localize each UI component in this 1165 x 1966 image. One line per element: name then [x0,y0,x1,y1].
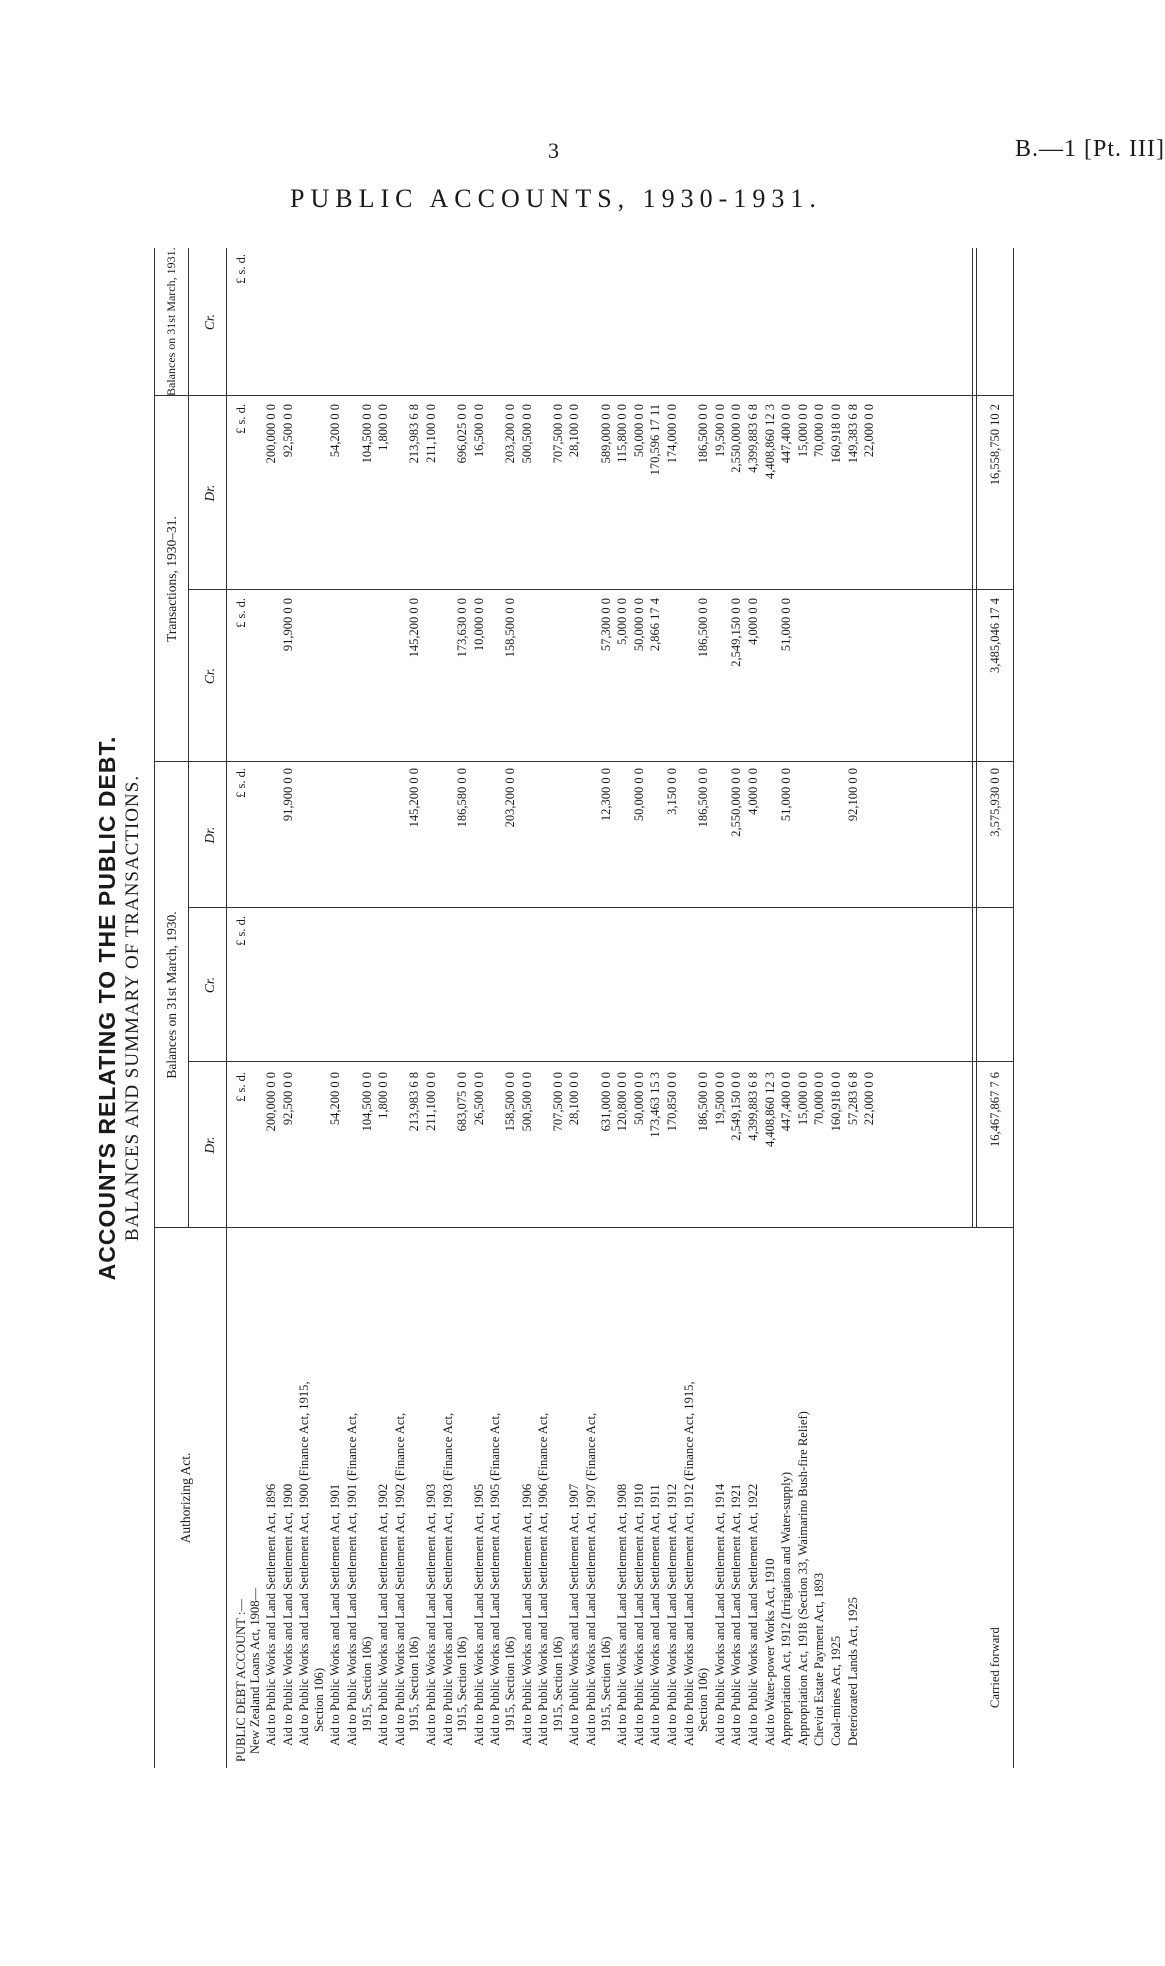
units-label: £ s. d. [234,768,248,798]
transactions-cr: 10,000 0 0 [471,598,486,652]
balance-1931-dr: 104,500 0 0 [359,404,374,464]
balance-1931-dr: 115,800 0 0 [615,404,630,463]
column-rule [188,589,1014,590]
row-act-name: Aid to Public Works and Land Settlement Act, 1905 [471,1483,486,1746]
authorizing-act-header: Authorizing Act. [178,1452,193,1544]
cr-header: Cr. [202,313,217,331]
balance-1930-dr: 683,075 0 0 [455,1072,470,1132]
balance-1930-dr: 707,500 0 0 [550,1072,565,1132]
row-act-name: Aid to Public Works and Land Settlement Act, 1901 (Finance Act, [345,1412,359,1746]
balance-1931-dr: 203,200 0 0 [503,404,517,464]
balance-1931-dr: 160,918 0 0 [829,404,843,464]
total-transactions-cr: 3,485,046 17 4 [988,598,1002,673]
row-act-name: Aid to Public Works and Land Settlement Act, 1903 [424,1483,438,1746]
row-act-name: Coal-mines Act, 1925 [829,1635,843,1746]
balance-1930-dr: 15,000 0 0 [795,1072,810,1126]
balances-1930-header: Balances on 31st March, 1930. [164,911,179,1079]
balance-1931-dr: 213,983 6 8 [407,404,422,464]
balance-1931-dr: 149,383 6 8 [845,404,860,464]
column-rule [188,1061,1014,1062]
balance-1930-dr: 92,500 0 0 [280,1072,295,1126]
transactions-cr: 5,000 0 0 [615,598,630,645]
dr-header: Dr. [202,826,217,844]
transactions-dr: 203,200 0 0 [503,768,517,828]
transactions-dr: 145,200 0 0 [407,768,422,828]
row-act-name: Aid to Public Works and Land Settlement Act, 1908 [615,1483,630,1746]
column-rule [154,395,1014,396]
balance-1931-dr: 92,500 0 0 [280,404,295,458]
row-act-name: Aid to Public Works and Land Settlement Act, 1914 [712,1483,727,1746]
page-title: PUBLIC ACCOUNTS, 1930-1931. [290,184,822,213]
total-balance-1930-dr: 16,467,867 7 6 [988,1072,1002,1147]
row-act-name: Aid to Public Works and Land Settlement Act, 1902 (Finance Act, [392,1412,407,1746]
balance-1931-dr: 50,000 0 0 [631,404,646,458]
balance-1931-dr: 211,100 0 0 [424,404,438,463]
balance-1931-dr: 170,596 17 11 [648,404,663,476]
balance-1930-dr: 213,983 6 8 [407,1072,422,1132]
transactions-cr: 173,630 0 0 [455,598,470,658]
balance-1930-dr: 57,283 6 8 [845,1072,860,1126]
transactions-dr: 91,900 0 0 [280,768,295,822]
row-act-name: Deteriorated Lands Act, 1925 [845,1597,860,1746]
balance-1931-dr: 70,000 0 0 [812,404,827,458]
table-top-rule [154,248,155,1768]
units-label: £ s. d. [234,254,248,284]
transactions-cr: 51,000 0 0 [779,598,794,652]
dr-header: Dr. [202,484,217,502]
transactions-dr: 92,100 0 0 [845,768,860,822]
transactions-cr: 91,900 0 0 [280,598,295,652]
balance-1930-dr: 22,000 0 0 [862,1072,877,1126]
row-act-name-cont: 1915, Section 106) [598,1636,613,1732]
transactions-cr: 158,500 0 0 [503,598,517,658]
balance-1930-dr: 26,500 0 0 [471,1072,486,1126]
balance-1930-dr: 447,400 0 0 [779,1072,794,1132]
transactions-dr: 12,300 0 0 [598,768,613,822]
units-label: £ s. d. [234,916,248,946]
page-number: 3 [548,138,559,163]
row-act-name: Aid to Public Works and Land Settlement Act, 1901 [328,1483,343,1746]
row-act-name: Appropriation Act, 1912 (Irrigation and Water-supply) [779,1471,794,1746]
transactions-cr: 57,300 0 0 [598,598,613,652]
row-act-name-cont: 1915, Section 106) [550,1636,565,1732]
transactions-dr: 51,000 0 0 [779,768,794,822]
balance-1931-dr: 19,500 0 0 [712,404,727,458]
row-act-name: Aid to Public Works and Land Settlement Act, 1896 [264,1483,278,1746]
balance-1930-dr: 70,000 0 0 [812,1072,827,1126]
balance-1930-dr: 4,408,860 12 3 [762,1072,777,1147]
row-act-name: Aid to Public Works and Land Settlement Act, 1906 (Finance Act, [536,1412,551,1746]
balance-1930-dr: 2,549,150 0 0 [729,1072,744,1141]
transactions-header: Transactions, 1930–31. [164,516,179,642]
transactions-dr: 4,000 0 0 [746,768,760,815]
header-bottom-rule [226,248,227,1768]
balance-1931-dr: 15,000 0 0 [795,404,810,458]
balance-1931-dr: 4,399,883 6 8 [746,404,760,473]
dr-header: Dr. [202,1136,217,1154]
row-act-name-cont: Section 106) [696,1667,711,1732]
balance-1930-dr: 186,500 0 0 [696,1072,711,1132]
row-act-name: Aid to Public Works and Land Settlement Act, 1922 [746,1483,760,1746]
transactions-dr: 50,000 0 0 [631,768,646,822]
debt-accounts-table [94,247,1014,1768]
balance-1931-dr: 2,550,000 0 0 [729,404,744,473]
balances-1931-header: Balances on 31st March, 1931. [164,247,178,396]
cr-header: Cr. [202,976,217,994]
row-act-name: Aid to Public Works and Land Settlement Act, 1900 (Finance Act, 1915, [297,1381,312,1746]
balance-1931-dr: 28,100 0 0 [567,404,582,458]
row-act-name: Aid to Public Works and Land Settlement Act, 1910 [631,1483,646,1746]
row-act-name: Aid to Public Works and Land Settlement Act, 1911 [648,1484,663,1746]
table-title: ACCOUNTS RELATING TO THE PUBLIC DEBT. [94,735,120,1281]
row-act-name: Aid to Public Works and Land Settlement Act, 1900 [280,1483,295,1746]
balance-1930-dr: 160,918 0 0 [829,1072,843,1132]
balance-1930-dr: 211,100 0 0 [424,1072,438,1131]
balance-1930-dr: 4,399,883 6 8 [746,1072,760,1141]
table-subtitle: BALANCES AND SUMMARY OF TRANSACTIONS. [122,774,143,1242]
transactions-cr: 2,549,150 0 0 [729,598,744,667]
row-act-name: Aid to Public Works and Land Settlement Act, 1912 (Finance Act, 1915, [681,1381,696,1746]
balance-1931-dr: 186,500 0 0 [696,404,711,464]
balance-1930-dr: 170,850 0 0 [665,1072,679,1132]
row-act-name: Aid to Public Works and Land Settlement Act, 1905 (Finance Act, [488,1412,503,1746]
total-transactions-dr: 3,575,930 0 0 [988,768,1002,837]
balance-1931-dr: 589,000 0 0 [598,404,613,464]
transactions-dr: 3,150 0 0 [665,768,679,815]
balance-1931-dr: 1,800 0 0 [376,404,391,451]
balance-1930-dr: 54,200 0 0 [328,1072,343,1126]
subsection-heading: New Zealand Loans Act, 1908— [248,1587,262,1754]
balance-1930-dr: 120,800 0 0 [615,1072,630,1132]
balance-1930-dr: 19,500 0 0 [712,1072,727,1126]
balance-1930-dr: 28,100 0 0 [567,1072,582,1126]
balance-1931-dr: 174,000 0 0 [665,404,679,464]
balance-1931-dr: 696,025 0 0 [455,404,470,464]
row-act-name: Aid to Public Works and Land Settlement Act, 1907 (Finance Act, [584,1412,598,1746]
row-act-name: Aid to Public Works and Land Settlement Act, 1903 (Finance Act, [440,1412,455,1746]
row-act-name: Aid to Public Works and Land Settlement Act, 1921 [729,1483,744,1746]
balance-1930-dr: 200,000 0 0 [264,1072,278,1132]
balance-1930-dr: 500,500 0 0 [519,1072,534,1132]
row-act-name-cont: 1915, Section 106) [407,1636,422,1732]
row-act-name-cont: 1915, Section 106) [455,1636,470,1732]
table-bottom-rule [1013,248,1014,1768]
row-act-name: Cheviot Estate Payment Act, 1893 [812,1572,827,1746]
column-rule [188,907,1014,908]
cr-header: Cr. [202,667,217,685]
row-act-name: Appropriation Act, 1918 (Section 33, Waimarino Bush-fire Relief) [795,1411,810,1746]
transactions-cr: 145,200 0 0 [407,598,422,658]
balance-1931-dr: 54,200 0 0 [328,404,343,458]
balance-1930-dr: 173,463 15 3 [648,1072,663,1138]
units-label: £ s. d. [234,1072,248,1102]
row-act-name-cont: Section 106) [311,1667,326,1732]
document-reference: B.—1 [Pt. III] [1015,136,1165,162]
transactions-dr: 186,500 0 0 [696,768,711,828]
section-heading: PUBLIC DEBT ACCOUNT :— [234,1599,248,1762]
balance-1931-dr: 4,408,860 12 3 [762,404,777,479]
row-act-name: Aid to Public Works and Land Settlement Act, 1907 [567,1483,582,1746]
transactions-cr: 2,866 17 4 [648,598,663,652]
transactions-dr: 2,550,000 0 0 [729,768,744,837]
carried-forward-label: Carried forward [988,1627,1002,1708]
balance-1931-dr: 707,500 0 0 [550,404,565,464]
total-balance-1931-dr: 16,558,750 10 2 [988,404,1002,486]
transactions-cr: 186,500 0 0 [696,598,711,658]
row-act-name: Aid to Public Works and Land Settlement Act, 1902 [376,1483,391,1746]
row-act-name: Aid to Water-power Works Act, 1910 [762,1558,777,1746]
transactions-dr: 186,580 0 0 [455,768,470,828]
balance-1930-dr: 158,500 0 0 [503,1072,517,1132]
row-act-name-cont: 1915, Section 106) [503,1636,517,1732]
balance-1931-dr: 500,500 0 0 [519,404,534,464]
balance-1931-dr: 16,500 0 0 [471,404,486,458]
row-act-name-cont: 1915, Section 106) [359,1636,374,1732]
balance-1930-dr: 104,500 0 0 [359,1072,374,1132]
transactions-cr: 50,000 0 0 [631,598,646,652]
balance-1930-dr: 631,000 0 0 [598,1072,613,1132]
transactions-cr: 4,000 0 0 [746,598,760,645]
column-rule [154,761,1014,762]
balance-1931-dr: 447,400 0 0 [779,404,794,464]
units-label: £ s. d. [234,404,248,434]
column-rule [154,1227,1014,1228]
row-act-name: Aid to Public Works and Land Settlement Act, 1906 [519,1483,534,1746]
balance-1931-dr: 200,000 0 0 [264,404,278,464]
row-act-name: Aid to Public Works and Land Settlement Act, 1912 [665,1483,679,1746]
balance-1930-dr: 1,800 0 0 [376,1072,391,1119]
units-label: £ s. d. [234,598,248,628]
balance-1930-dr: 50,000 0 0 [631,1072,646,1126]
balance-1931-dr: 22,000 0 0 [862,404,877,458]
